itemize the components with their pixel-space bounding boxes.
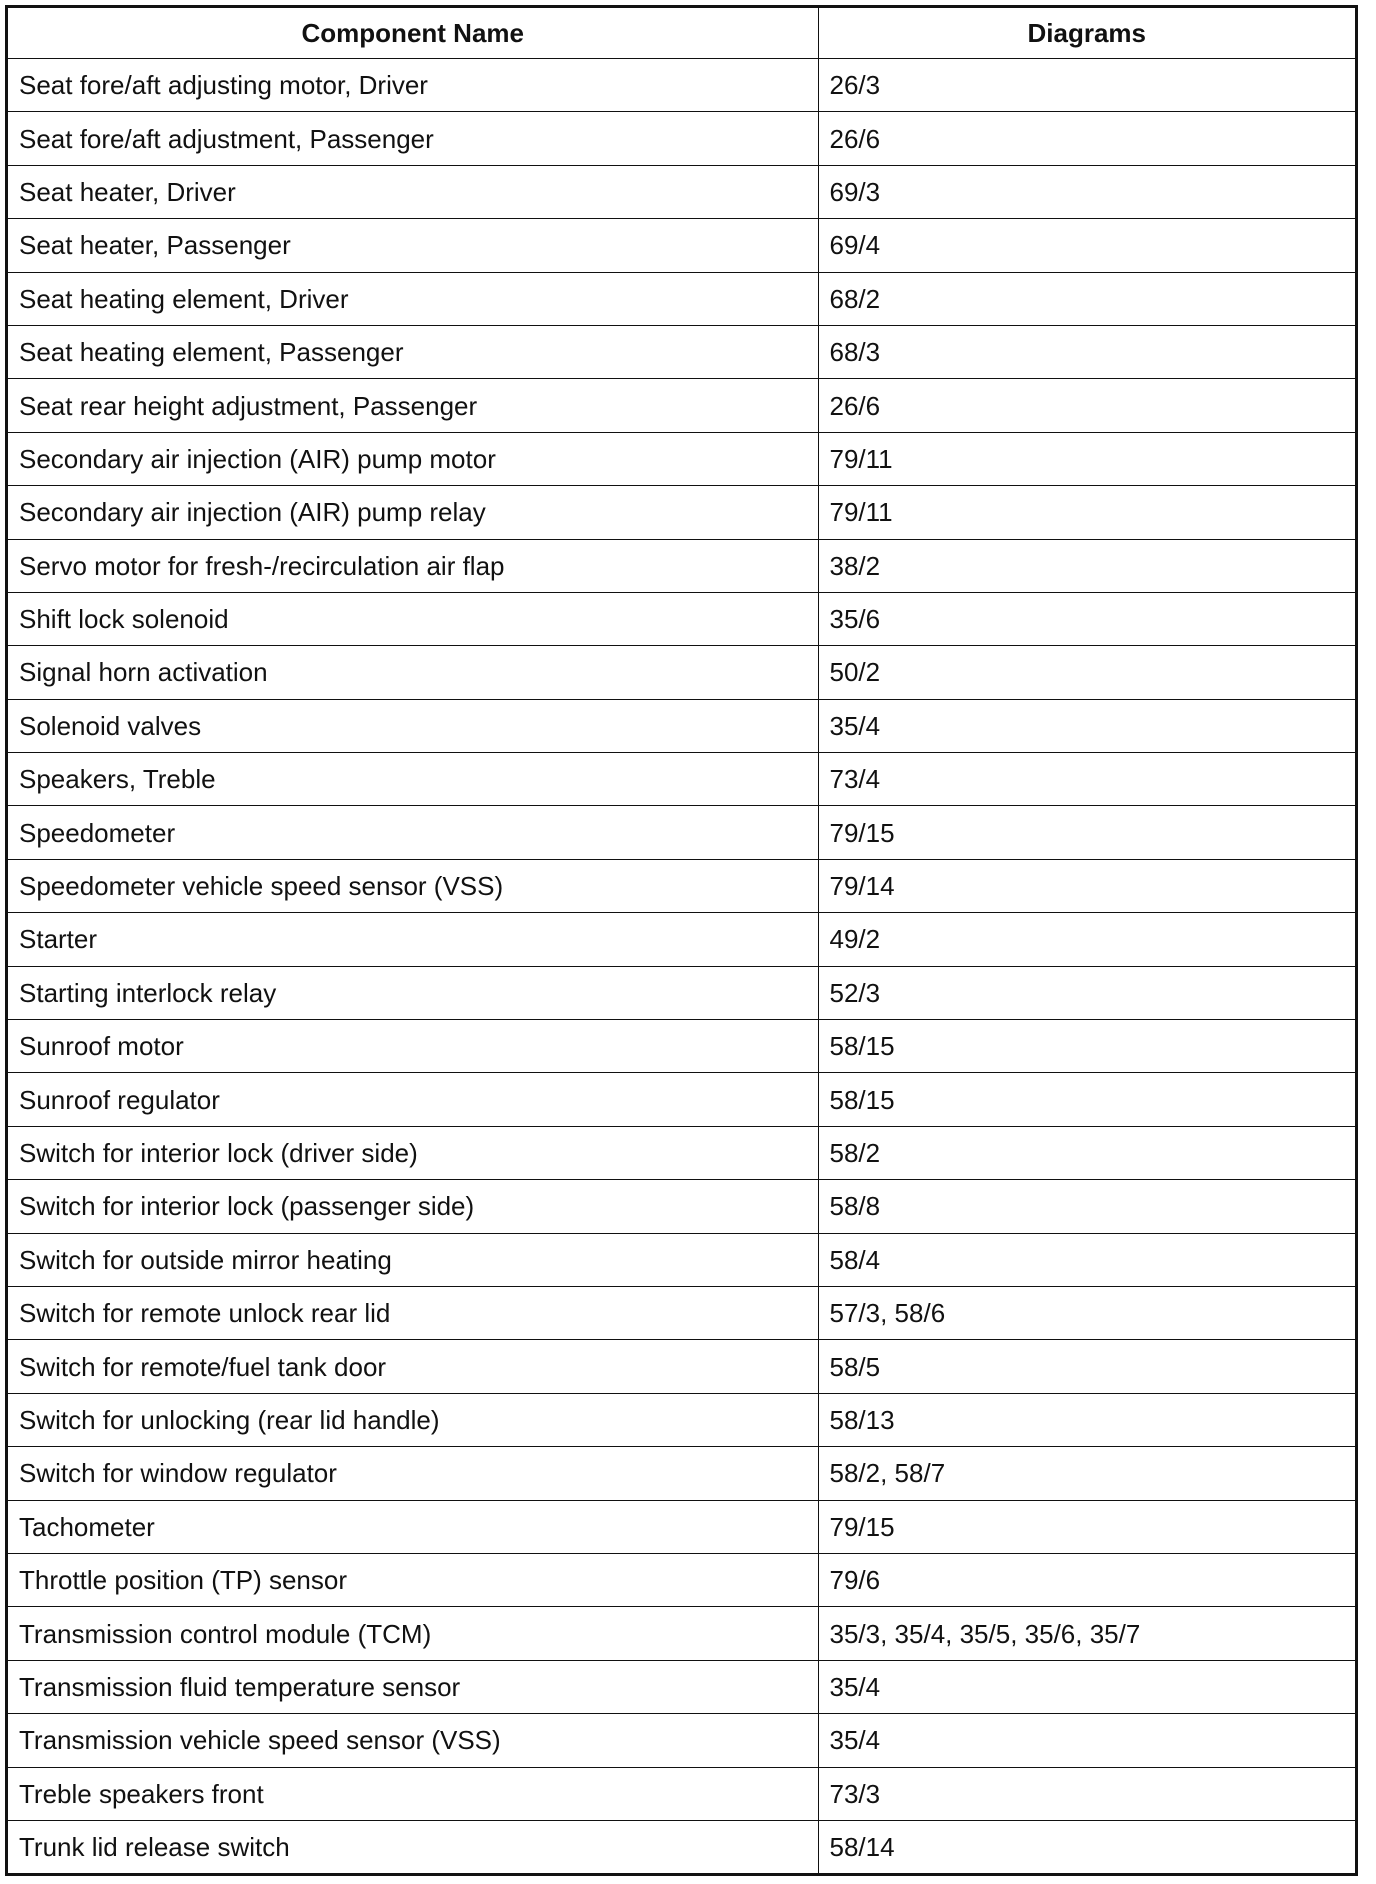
diagrams-cell: 35/6 (818, 592, 1355, 645)
component-name-cell: Sunroof regulator (8, 1073, 818, 1126)
table-row (8, 379, 1355, 432)
component-name-cell: Switch for unlocking (rear lid handle) (8, 1393, 818, 1446)
table-row (8, 1286, 1355, 1339)
component-name-cell: Servo motor for fresh-/recirculation air flap (8, 539, 818, 592)
table-row (8, 325, 1355, 378)
diagrams-cell: 50/2 (818, 646, 1355, 699)
diagrams-cell: 35/3, 35/4, 35/5, 35/6, 35/7 (818, 1607, 1355, 1660)
diagrams-cell: 58/4 (818, 1233, 1355, 1286)
table-row (8, 1233, 1355, 1286)
table-row (8, 1393, 1355, 1446)
table-row (8, 1820, 1355, 1873)
table-row (8, 1340, 1355, 1393)
component-name-cell: Seat heating element, Driver (8, 272, 818, 325)
table-row (8, 1553, 1355, 1606)
diagrams-cell: 79/6 (818, 1553, 1355, 1606)
diagrams-cell: 58/2, 58/7 (818, 1447, 1355, 1500)
table-row (8, 592, 1355, 645)
component-name-cell: Speakers, Treble (8, 753, 818, 806)
diagrams-cell: 58/8 (818, 1180, 1355, 1233)
diagrams-cell: 49/2 (818, 913, 1355, 966)
table-row (8, 432, 1355, 485)
component-name-cell: Transmission vehicle speed sensor (VSS) (8, 1714, 818, 1767)
table-row (8, 1500, 1355, 1553)
component-name-cell: Starter (8, 913, 818, 966)
component-name-cell: Switch for remote unlock rear lid (8, 1286, 818, 1339)
table-row (8, 219, 1355, 272)
diagrams-cell: 58/15 (818, 1020, 1355, 1073)
diagrams-cell: 79/11 (818, 432, 1355, 485)
diagrams-cell: 26/3 (818, 59, 1355, 112)
diagrams-cell: 79/14 (818, 859, 1355, 912)
component-name-cell: Treble speakers front (8, 1767, 818, 1820)
component-name-cell: Seat heating element, Passenger (8, 325, 818, 378)
diagrams-cell: 79/15 (818, 1500, 1355, 1553)
component-name-cell: Speedometer (8, 806, 818, 859)
table-row (8, 1073, 1355, 1126)
column-header-diagrams: Diagrams (818, 8, 1355, 59)
component-name-cell: Seat rear height adjustment, Passenger (8, 379, 818, 432)
component-name-cell: Secondary air injection (AIR) pump relay (8, 486, 818, 539)
table-row (8, 539, 1355, 592)
table-row (8, 1660, 1355, 1713)
component-name-cell: Tachometer (8, 1500, 818, 1553)
table-row (8, 165, 1355, 218)
diagrams-cell: 68/2 (818, 272, 1355, 325)
table-row (8, 1020, 1355, 1073)
diagrams-cell: 58/14 (818, 1820, 1355, 1873)
table-row (8, 1767, 1355, 1820)
diagrams-cell: 69/4 (818, 219, 1355, 272)
table-row (8, 486, 1355, 539)
diagrams-cell: 58/5 (818, 1340, 1355, 1393)
table-row (8, 859, 1355, 912)
component-name-cell: Switch for window regulator (8, 1447, 818, 1500)
component-name-cell: Switch for remote/fuel tank door (8, 1340, 818, 1393)
table-row (8, 1447, 1355, 1500)
table-header-row (8, 8, 1355, 59)
diagrams-cell: 57/3, 58/6 (818, 1286, 1355, 1339)
table-row (8, 699, 1355, 752)
diagrams-cell: 69/3 (818, 165, 1355, 218)
component-name-cell: Solenoid valves (8, 699, 818, 752)
component-name-cell: Speedometer vehicle speed sensor (VSS) (8, 859, 818, 912)
component-name-cell: Trunk lid release switch (8, 1820, 818, 1873)
diagrams-cell: 79/15 (818, 806, 1355, 859)
component-name-cell: Switch for interior lock (passenger side) (8, 1180, 818, 1233)
component-name-cell: Seat fore/aft adjustment, Passenger (8, 112, 818, 165)
component-diagram-table (8, 8, 1355, 1873)
table-row (8, 753, 1355, 806)
table-row (8, 646, 1355, 699)
component-name-cell: Throttle position (TP) sensor (8, 1553, 818, 1606)
component-name-cell: Starting interlock relay (8, 966, 818, 1019)
table-row (8, 806, 1355, 859)
table-row (8, 1126, 1355, 1179)
component-name-cell: Seat heater, Driver (8, 165, 818, 218)
component-name-cell: Transmission control module (TCM) (8, 1607, 818, 1660)
component-name-cell: Seat fore/aft adjusting motor, Driver (8, 59, 818, 112)
component-name-cell: Switch for outside mirror heating (8, 1233, 818, 1286)
component-name-cell: Switch for interior lock (driver side) (8, 1126, 818, 1179)
diagrams-cell: 79/11 (818, 486, 1355, 539)
diagrams-cell: 38/2 (818, 539, 1355, 592)
table-row (8, 1714, 1355, 1767)
table-row (8, 913, 1355, 966)
table-row (8, 1607, 1355, 1660)
diagrams-cell: 35/4 (818, 699, 1355, 752)
diagrams-cell: 73/4 (818, 753, 1355, 806)
diagrams-cell: 26/6 (818, 379, 1355, 432)
component-name-cell: Secondary air injection (AIR) pump motor (8, 432, 818, 485)
component-name-cell: Transmission fluid temperature sensor (8, 1660, 818, 1713)
component-name-cell: Seat heater, Passenger (8, 219, 818, 272)
diagrams-cell: 58/15 (818, 1073, 1355, 1126)
table-row (8, 1180, 1355, 1233)
diagrams-cell: 58/13 (818, 1393, 1355, 1446)
component-table-frame (5, 5, 1358, 1876)
component-name-cell: Shift lock solenoid (8, 592, 818, 645)
diagrams-cell: 52/3 (818, 966, 1355, 1019)
component-name-cell: Sunroof motor (8, 1020, 818, 1073)
column-header-component-name: Component Name (8, 8, 818, 59)
component-name-cell: Signal horn activation (8, 646, 818, 699)
diagrams-cell: 35/4 (818, 1660, 1355, 1713)
diagrams-cell: 58/2 (818, 1126, 1355, 1179)
table-row (8, 112, 1355, 165)
table-row (8, 272, 1355, 325)
diagrams-cell: 68/3 (818, 325, 1355, 378)
table-row (8, 966, 1355, 1019)
diagrams-cell: 73/3 (818, 1767, 1355, 1820)
diagrams-cell: 35/4 (818, 1714, 1355, 1767)
diagrams-cell: 26/6 (818, 112, 1355, 165)
table-row (8, 59, 1355, 112)
